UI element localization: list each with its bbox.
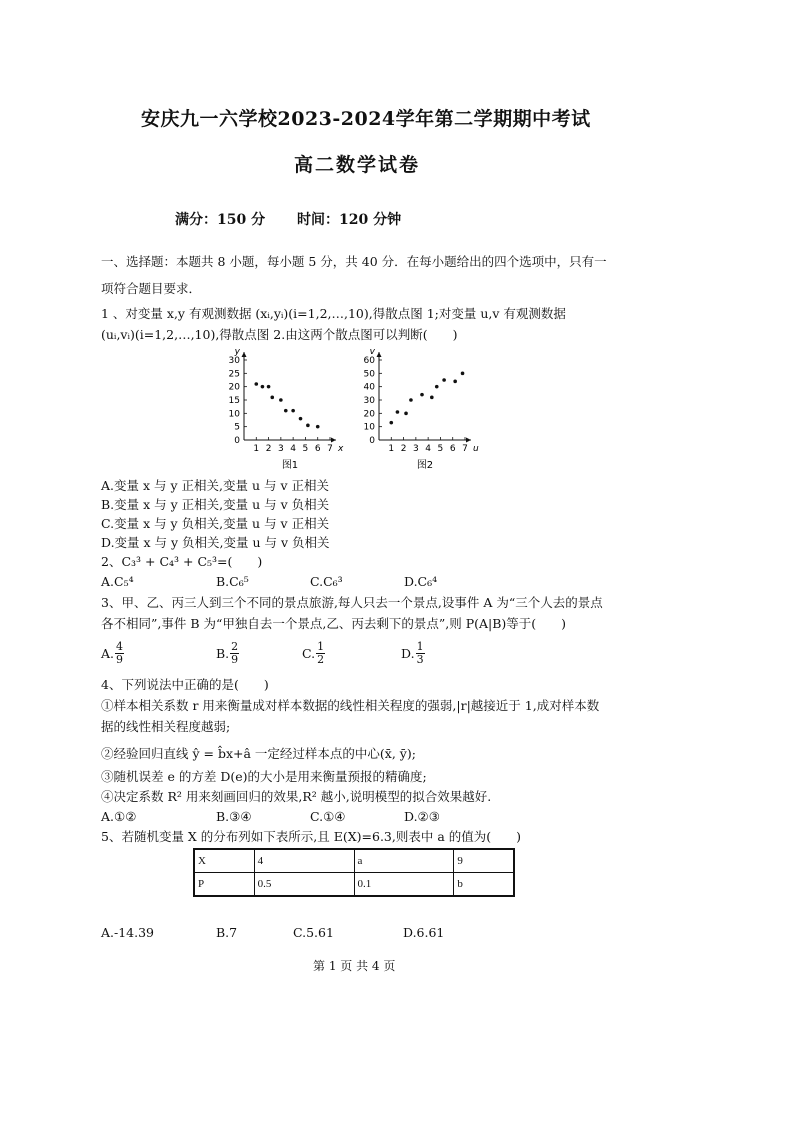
- q4-statement-1-line2: 据的线性相关程度越弱;: [101, 719, 231, 734]
- page-footer: 第 1 页 共 4 页: [313, 959, 396, 973]
- fraction-denominator: 3: [416, 653, 424, 666]
- scatter-point: [389, 421, 393, 425]
- y-axis-arrow: [377, 352, 382, 357]
- exam-time: 时间：120 分钟: [297, 212, 402, 228]
- x-axis-arrow: [466, 438, 471, 443]
- x-tick-label: 4: [425, 444, 432, 454]
- scatter-point: [267, 385, 271, 389]
- y-axis-label: y: [234, 347, 240, 357]
- x-tick-label: 3: [412, 444, 419, 454]
- q3-option-d: [401, 641, 425, 666]
- section-intro-line1: 一、选择题：本题共 8 小题，每小题 5 分，共 40 分．在每小题给出的四个选项中，只有一: [101, 254, 607, 269]
- scatter-point: [409, 398, 413, 402]
- distribution-table: [193, 848, 515, 897]
- scatter-point: [261, 385, 265, 389]
- option-prefix: D.: [401, 646, 415, 661]
- q5-option-d: D.6.61: [403, 925, 445, 940]
- y-tick-label: 20: [363, 409, 375, 420]
- fraction-numerator: 1: [317, 640, 325, 653]
- q4-statement-1-line1: ①样本相关系数 r 用来衡量成对样本数据的线性相关程度的强弱,|r|越接近于 1,成对样本数: [101, 698, 600, 713]
- table-cell: X: [194, 849, 254, 873]
- scatter-point: [396, 410, 400, 414]
- fraction-numerator: 2: [231, 640, 239, 653]
- q5-option-c: C.5.61: [293, 925, 334, 940]
- y-tick-label: 30: [228, 356, 240, 366]
- scatter-point: [254, 382, 258, 386]
- q2-option-d: D.C₆⁴: [404, 574, 438, 589]
- y-tick-label: 10: [363, 422, 375, 433]
- scatter-point: [461, 372, 465, 376]
- q3-stem-line2: 各不相同”,事件 B 为“甲独自去一个景点,乙、丙去剩下的景点”,则 P(A|B)等于( ): [101, 616, 567, 631]
- x-tick-label: 7: [327, 444, 333, 454]
- q5-option-b: B.7: [216, 925, 238, 940]
- fraction: [316, 641, 325, 666]
- q1-stem-line1: 1 、对变量 x,y 有观测数据 (xᵢ,yᵢ)(i=1,2,…,10),得散点图 1;对变量 u,v 有观测数据: [101, 306, 566, 321]
- fraction-numerator: 4: [116, 640, 124, 653]
- y-tick-label: 0: [234, 436, 240, 446]
- q1-option-c: C.变量 x 与 y 负相关,变量 u 与 v 正相关: [101, 516, 330, 531]
- full-score: 满分：150 分: [175, 212, 266, 228]
- table-row: [194, 849, 514, 873]
- chart-caption: 图2: [416, 460, 434, 471]
- q4-option-c: C.①④: [310, 809, 346, 824]
- q4-statement-2: ②经验回归直线 ŷ = b̂x+â 一定经过样本点的中心(x̄, ȳ);: [101, 746, 416, 761]
- fraction-denominator: 9: [116, 653, 124, 666]
- option-prefix: C.: [302, 646, 316, 661]
- x-tick-label: 1: [253, 444, 260, 454]
- scatter-point: [270, 396, 274, 400]
- x-axis-label: u: [473, 444, 479, 454]
- q1-option-b: B.变量 x 与 y 正相关,变量 u 与 v 负相关: [101, 497, 330, 512]
- q4-statement-4: ④决定系数 R² 用来刻画回归的效果,R² 越小,说明模型的拟合效果越好.: [101, 789, 492, 804]
- table-row: [194, 873, 514, 897]
- x-axis-label: x: [338, 444, 344, 454]
- x-tick-label: 1: [388, 444, 395, 454]
- y-tick-label: 60: [363, 356, 375, 366]
- q1-stem-line2: (uᵢ,vᵢ)(i=1,2,…,10),得散点图 2.由这两个散点图可以判断( ): [101, 327, 458, 342]
- table-cell: 4: [254, 849, 354, 873]
- q3-stem-line1: 3、甲、乙、丙三人到三个不同的景点旅游,每人只去一个景点,设事件 A 为“三个人去的景点: [101, 595, 603, 610]
- q2-option-a: A.C₅⁴: [101, 574, 134, 589]
- q3-option-a: [101, 641, 124, 666]
- option-prefix: A.: [101, 646, 115, 661]
- y-tick-label: 25: [228, 369, 240, 380]
- scatter-point: [453, 380, 457, 384]
- section-intro-line2: 项符合题目要求．: [101, 281, 202, 296]
- y-tick-label: 50: [363, 369, 375, 380]
- scatter-point: [316, 425, 320, 429]
- table-cell: a: [354, 849, 454, 873]
- fraction-denominator: 9: [231, 653, 239, 666]
- scatter-point: [420, 393, 424, 397]
- fraction-numerator: 1: [416, 640, 424, 653]
- chart-caption: 图1: [281, 460, 299, 471]
- scatter-point: [404, 412, 408, 416]
- fraction: [416, 641, 425, 666]
- y-tick-label: 20: [228, 382, 240, 393]
- q4-stem: 4、下列说法中正确的是( ): [101, 677, 269, 692]
- table-cell: 0.1: [354, 873, 454, 897]
- y-tick-label: 0: [369, 436, 375, 446]
- fraction: [115, 641, 124, 666]
- q2-stem: 2、C₃³ + C₄³ + C₅³=( ): [101, 554, 263, 569]
- scatter-chart-2: [355, 340, 490, 475]
- x-tick-label: 6: [314, 444, 321, 454]
- scatter-chart-1: [220, 340, 350, 475]
- fraction: [230, 641, 239, 666]
- y-tick-label: 40: [363, 382, 375, 393]
- q5-stem: 5、若随机变量 X 的分布列如下表所示,且 E(X)=6.3,则表中 a 的值为( ): [101, 829, 522, 844]
- table-cell: 0.5: [254, 873, 354, 897]
- q1-option-a: A.变量 x 与 y 正相关,变量 u 与 v 正相关: [101, 478, 329, 493]
- option-prefix: B.: [216, 646, 230, 661]
- x-tick-label: 4: [290, 444, 297, 454]
- x-axis-arrow: [331, 438, 336, 443]
- scatter-point: [284, 409, 288, 413]
- q3-option-c: [302, 641, 325, 666]
- table-cell: b: [454, 873, 514, 897]
- exam-title: 安庆九一六学校2023-2024学年第二学期期中考试: [141, 108, 591, 130]
- x-tick-label: 7: [462, 444, 468, 454]
- q4-option-b: B.③④: [216, 809, 252, 824]
- q2-option-c: C.C₆³: [310, 574, 343, 589]
- q4-statement-3: ③随机误差 e 的方差 D(e)的大小是用来衡量预报的精确度;: [101, 769, 427, 784]
- scatter-point: [442, 378, 446, 382]
- q2-option-b: B.C₆⁵: [216, 574, 249, 589]
- x-tick-label: 3: [277, 444, 284, 454]
- table-cell: 9: [454, 849, 514, 873]
- exam-subtitle: 高二数学试卷: [294, 154, 421, 176]
- scatter-point: [430, 396, 434, 400]
- scatter-point: [306, 424, 310, 428]
- q4-option-d: D.②③: [404, 809, 440, 824]
- y-tick-label: 15: [228, 396, 240, 406]
- x-tick-label: 6: [449, 444, 456, 454]
- q4-option-a: A.①②: [101, 809, 137, 824]
- table-cell: P: [194, 873, 254, 897]
- scatter-point: [299, 417, 303, 421]
- q3-option-b: [216, 641, 239, 666]
- y-tick-label: 10: [228, 409, 240, 420]
- q1-option-d: D.变量 x 与 y 负相关,变量 u 与 v 负相关: [101, 535, 330, 550]
- y-axis-arrow: [242, 352, 247, 357]
- scatter-point: [279, 398, 283, 402]
- x-tick-label: 2: [400, 444, 407, 454]
- fraction-denominator: 2: [317, 653, 325, 666]
- y-axis-label: v: [369, 347, 375, 357]
- x-tick-label: 2: [265, 444, 272, 454]
- x-tick-label: 5: [437, 444, 444, 454]
- y-tick-label: 5: [234, 422, 240, 433]
- x-tick-label: 5: [302, 444, 309, 454]
- scatter-point: [291, 409, 295, 413]
- y-tick-label: 30: [363, 396, 375, 406]
- q5-option-a: A.-14.39: [101, 925, 155, 940]
- scatter-point: [435, 385, 439, 389]
